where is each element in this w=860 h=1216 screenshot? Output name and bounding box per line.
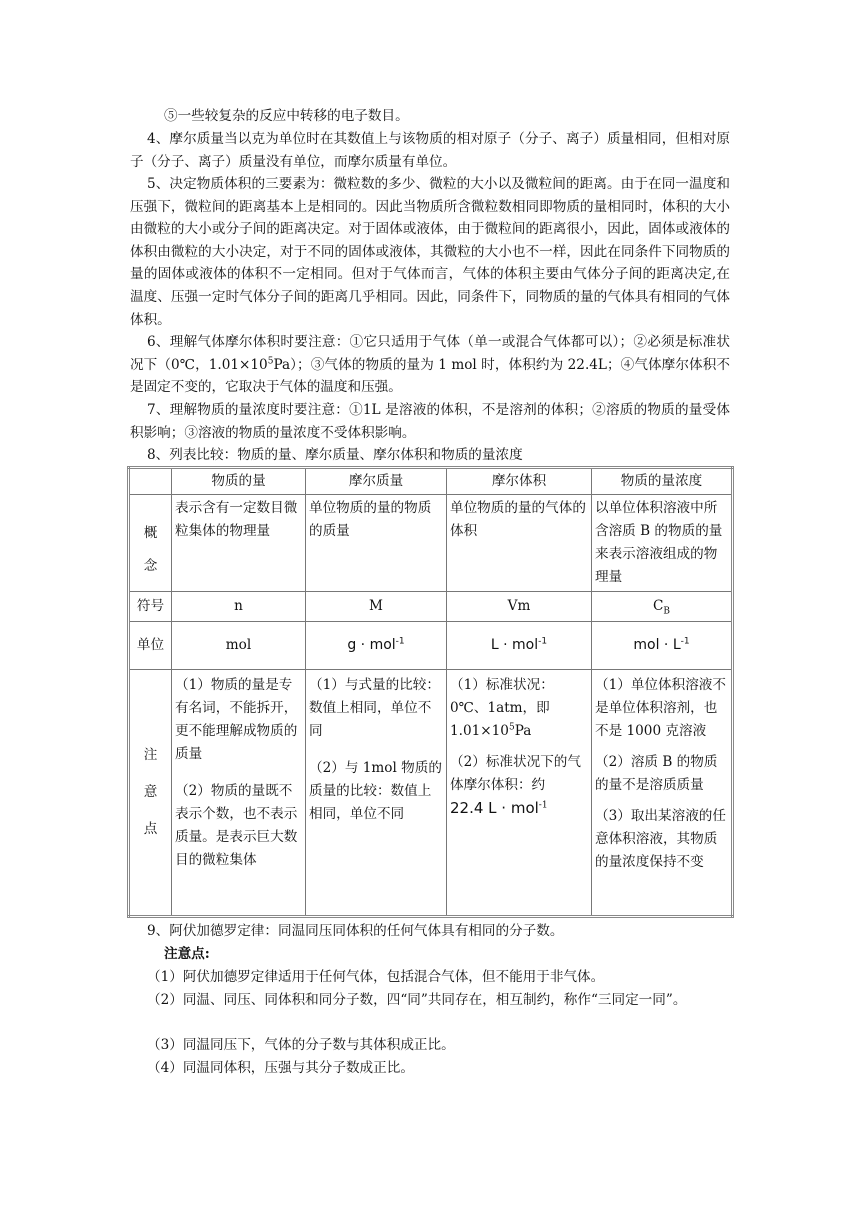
row-label-char: 念 (143, 558, 158, 574)
paragraph-6 (130, 331, 730, 399)
unit-exponent: -1 (680, 636, 690, 647)
note-line-2: （2）同温、同压、同体积和同分子数，四“同”共同存在，相互制约，称作“三同定一同”。 (147, 992, 687, 1008)
table-header-cell: 摩尔质量 (306, 468, 447, 495)
paragraph-4: 4、摩尔质量当以克为单位时在其数值上与该物质的相对原子（分子、离子）质量相同，但相对原子（分子、离子）质量没有单位，而摩尔质量有单位。 (130, 131, 730, 170)
note-text: （1）标准状况：0℃、1atm，即 1.01×10 (450, 677, 554, 739)
table-cell (592, 622, 733, 670)
table-row-symbol (129, 592, 733, 622)
paragraph-5: 5、决定物质体积的三要素为：微粒数的多少、微粒的大小以及微粒间的距离。由于在同一温度和压强下，微粒间的距离基本上是相同的。因此当物质所含微粒数相同即物质的量相同时，体积的大小由微粒的大小或分子间的距离决定。对于固体或液体，由于微粒间的距离很小，因此，固体或液体的体积由微粒的大小决定，对于不同的固体或液体，其微粒的大小也不一样，因此在同条件下同物质的量的固体或液体的体积不一定相同。但对于气体而言，气体的体积主要由气体分子间的距离决定,在温度、压强一定时气体分子间的距离几乎相同。因此，同条件下，同物质的量的气体具有相同的气体体积。 (130, 176, 730, 328)
table-header-cell: 物质的量浓度 (592, 468, 733, 495)
row-label-unit: 单位 (129, 622, 172, 670)
row-label-char: 点 (143, 821, 158, 837)
table-header-cell: 物质的量 (172, 468, 306, 495)
comparison-table (127, 466, 734, 918)
row-label-symbol: 符号 (129, 592, 172, 622)
table-cell (592, 592, 733, 622)
row-label-char: 意 (143, 784, 158, 800)
table-cell: mol (172, 622, 306, 670)
table-cell: M (306, 592, 447, 622)
paragraph-9: 9、阿伏加德罗定律：同温同压同体积的任何气体具有相同的分子数。 (147, 923, 564, 939)
table-cell: Vm (447, 592, 592, 622)
note-item: （1）单位体积溶液不是单位体积溶剂，也不是 1000 克溶液 (595, 677, 726, 739)
table-cell (306, 622, 447, 670)
table-cell: 单位物质的量的气体的体积 (447, 495, 592, 592)
symbol-c: C (652, 598, 664, 614)
row-label-char: 概 (143, 525, 158, 541)
table-cell: 单位物质的量的物质的质量 (306, 495, 447, 592)
paragraph-6-part2: Pa）；③气体的物质的量为 1 mol 时，体积约为 22.4L；④气体摩尔体积不是固定不变的，它取决于气体的温度和压强。 (130, 356, 730, 396)
table-row-notes (129, 670, 733, 917)
table-cell: 表示含有一定数目微粒集体的物理量 (172, 495, 306, 592)
table-cell: n (172, 592, 306, 622)
note-superscript: 5 (508, 722, 515, 733)
unit-text: L · mol (490, 637, 539, 653)
table-row-concept (129, 495, 733, 592)
table-cell (447, 622, 592, 670)
unit-exponent: -1 (395, 636, 405, 647)
row-label-notes (129, 670, 172, 917)
note-text: （2）标准状况下的气体摩尔体积：约 (450, 754, 581, 793)
note-line-4: （4）同温同体积，压强与其分子数成正比。 (147, 1060, 414, 1076)
note-text: Pa (514, 723, 532, 739)
table-cell (306, 670, 447, 917)
note-value: 22.4 L · mol (450, 799, 539, 817)
note-line-1: （1）阿伏加德罗定律适用于任何气体，包括混合气体，但不能用于非气体。 (147, 969, 605, 985)
table-header-cell: 摩尔体积 (447, 468, 592, 495)
note-line-3: （3）同温同压下，气体的分子数与其体积成正比。 (147, 1037, 455, 1053)
row-label-concept (129, 495, 172, 592)
notes-title: 注意点: (164, 946, 210, 962)
note-item: （1）物质的量是专有名词，不能拆开，更不能理解成物质的质量 (175, 677, 298, 762)
table-cell: 以单位体积溶液中所含溶质 B 的物质的量来表示溶液组成的物理量 (592, 495, 733, 592)
table-row-unit (129, 622, 733, 670)
row-label-char: 注 (143, 747, 158, 763)
note-item (450, 674, 588, 743)
paragraph-6-part1: 6、理解气体摩尔体积时要注意：①它只适用于气体（单一或混合气体都可以）；②必须是标准状况下（0℃，1.01×10 (130, 334, 730, 373)
unit-text: mol · L (633, 637, 681, 653)
note-exponent: -1 (538, 800, 548, 811)
note-item: （3）取出某溶液的任意体积溶液，其物质的量浓度保持不变 (595, 808, 726, 870)
note-item (450, 751, 588, 821)
line-item-5: ⑤一些较复杂的反应中转移的电子数目。 (164, 108, 409, 124)
note-item: （2）物质的量既不表示个数，也不表示质量。是表示巨大数目的微粒集体 (175, 783, 298, 868)
paragraph-8: 8、列表比较：物质的量、摩尔质量、摩尔体积和物质的量浓度 (147, 447, 523, 463)
table-cell (447, 670, 592, 917)
table-cell (592, 670, 733, 917)
table-cell (172, 670, 306, 917)
unit-exponent: -1 (538, 636, 548, 647)
note-item: （2）溶质 B 的物质的量不是溶质质量 (595, 754, 718, 793)
table-header-row (129, 468, 733, 495)
symbol-subscript: B (663, 606, 671, 617)
paragraph-7: 7、理解物质的量浓度时要注意：①1L 是溶液的体积，不是溶剂的体积；②溶质的物质的量受体积影响；③溶液的物质的量浓度不受体积影响。 (130, 402, 730, 441)
unit-text: g · mol (347, 637, 396, 653)
note-item: （1）与式量的比较：数值上相同，单位不同 (309, 677, 440, 739)
table-corner-cell (129, 468, 172, 495)
note-item: （2）与 1mol 物质的质量的比较：数值上相同，单位不同 (309, 760, 442, 822)
paragraph-6-superscript: 5 (267, 356, 274, 367)
